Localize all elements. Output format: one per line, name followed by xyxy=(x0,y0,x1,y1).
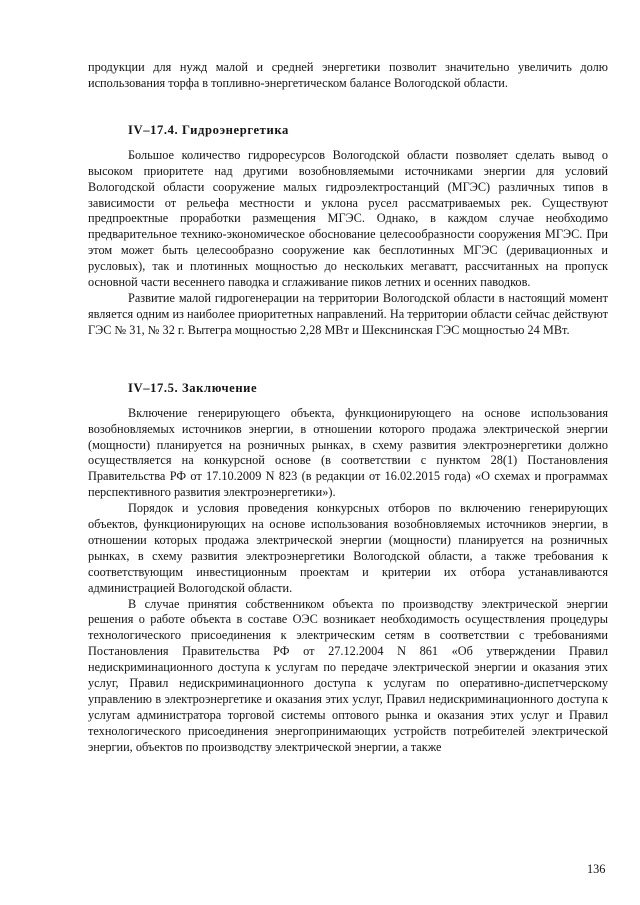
section-heading-hydropower: IV–17.4. Гидроэнергетика xyxy=(128,122,289,137)
paragraph: Развитие малой гидрогенерации на территории Вологодской области в настоящий момент является одним из наиболее приоритетных направлений. На территории области сейчас действуют ГЭС № 31, № 32 г. Вытегра мощностью 2,28 МВт и Шекснинская ГЭС мощностью 24 МВт. xyxy=(88,290,608,337)
document-page xyxy=(88,60,608,756)
section-heading-conclusion: IV–17.5. Заключение xyxy=(128,380,258,395)
section-hydropower xyxy=(88,122,608,339)
page-number: 136 xyxy=(587,862,606,876)
section-body-conclusion xyxy=(88,406,608,756)
paragraph: Порядок и условия проведения конкурсных отборов по включению генерирующих объектов, функционирующих на основе использования возобновляемых источников энергии, в отношении которых продажа электрической энергии (мощности) планируется на розничных рынках, в схему развития электроэнергетики Вологодской области, а также требования к соответствующим инвестиционным проектам и критерии их отбора устанавливаются администрацией Вологодской области. xyxy=(88,501,608,595)
intro-paragraph: продукции для нужд малой и средней энергетики позволит значительно увеличить долю использования торфа в топливно-энергетическом балансе Вологодской области. xyxy=(88,60,608,90)
paragraph: В случае принятия собственником объекта по производству электрической энергии решения о работе объекта в составе ОЭС возникает необходимость осуществления процедуры технологического присоединения к электрическим сетям в соответствии с требованиями Постановления Правительства РФ от 27.12.2004 N 861 «Об утверждении Правил недискриминационного доступа к услугам по передаче электрической энергии и оказания этих услуг, Правил недискриминационного доступа к услугам по оперативно-диспетчерскому управлению в электроэнергетике и оказания этих услуг, Правил недискриминационного доступа к услугам администратора торговой системы оптового рынка и оказания этих услуг и Правил технологического присоединения энергопринимающих устройств потребителей электрической энергии, объектов по производству электрической энергии, а также xyxy=(88,596,608,754)
paragraph: Большое количество гидроресурсов Вологодской области позволяет сделать вывод о высоком приоритете над другими возобновляемыми источниками энергии для условий Вологодской области сооружение малых гидроэлектростанций (МГЭС) различных типов в зависимости от рельефа местности и уклона русел рассматриваемых рек. Существуют предпроектные проработки размещения МГЭС. Однако, в каждом случае необходимо предварительное технико-экономическое обоснование целесообразности сооружения МГЭС. При этом может быть целесообразно сооружение как бесплотинных МГЭС (деривационных и русловых), так и плотинных мощностью до нескольких мегаватт, рассчитанных на пропуск основной части весеннего паводка и сглаживание пиков летних и осенних паводков. xyxy=(88,147,608,290)
section-body-hydropower xyxy=(88,148,608,339)
paragraph: Включение генерирующего объекта, функционирующего на основе использования возобновляемых источников энергии, в отношении которого продажа электрической энергии (мощности) планируется на розничных рынках, в схему развития электроэнергетики должно осуществляется на конкурсной основе (в соответствии с пунктом 28(1) Постановления Правительства РФ от 17.10.2009 N 823 (в редакции от 16.02.2015 года) «О схемах и программах перспективного развития электроэнергетики»). xyxy=(88,405,608,500)
section-conclusion xyxy=(88,380,608,756)
